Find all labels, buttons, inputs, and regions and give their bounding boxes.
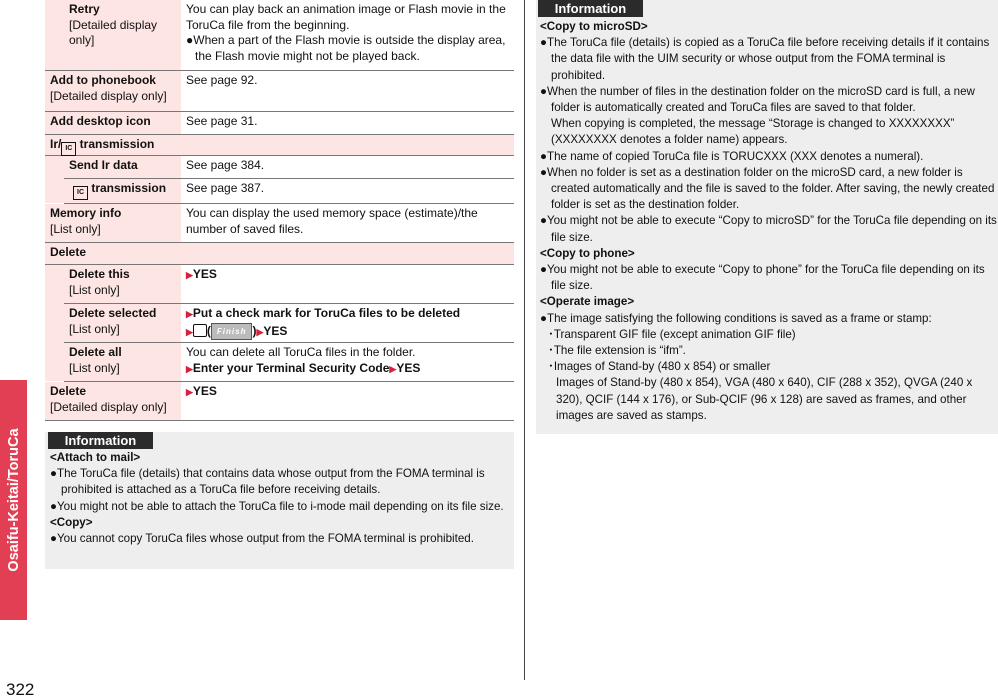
delete-this-sub: [List only] — [69, 282, 120, 297]
table-row-send-ir — [64, 156, 514, 179]
delete-this-label: Delete this — [69, 267, 130, 281]
ic-label: transmission — [88, 181, 167, 195]
phonebook-sub: [Detailed display only] — [50, 88, 167, 103]
retry-label: Retry — [69, 2, 100, 16]
table-row-desktop — [45, 112, 514, 135]
side-tab — [0, 380, 27, 620]
info-left-b1: The ToruCa file (details) that contains data whose output from the FOMA terminal is prohibited is attached as a ToruCa file before receiving details. — [57, 467, 485, 497]
delete-detail-desc: YES — [192, 384, 217, 398]
info-right-b7: The image satisfying the following conditions is saved as a frame or stamp: — [547, 311, 932, 325]
info-right-b5: You might not be able to execute “Copy to microSD” for the ToruCa file depending on its file size. — [547, 214, 997, 244]
info-tag-right: Information — [538, 0, 643, 17]
memory-sub: [List only] — [50, 221, 101, 236]
table-row-retry: Retry [Detailed display only] You can play back an animation image or Flash movie in the ToruCa file from the beginning. ●When a part of the Flash movie is outside the display area, the Flash movie might not be played back. — [45, 0, 514, 71]
table-row-delete-all: Delete all [List only] You can delete all ToruCa files in the folder. ▶Enter your Terminal Security Code▶YES — [64, 343, 514, 382]
info-left-h2: <Copy> — [50, 515, 93, 529]
info-right-s1: Transparent GIF file (except animation GIF file) — [553, 327, 796, 341]
table-row-ic — [64, 179, 514, 204]
retry-desc: You can play back an animation image or Flash movie in the ToruCa file from the beginning. — [186, 2, 506, 32]
delete-all-yes: YES — [396, 360, 421, 375]
info-right-s3: Images of Stand-by (480 x 854) or smaller — [553, 360, 771, 374]
delete-detail-sub: [Detailed display only] — [50, 399, 167, 414]
ir-label: Ir/ — [50, 137, 62, 151]
desktop-label: Add desktop icon — [50, 114, 151, 128]
delete-selected-desc: Put a check mark for ToruCa files to be deleted — [192, 306, 461, 320]
delete-all-code: Enter your Terminal Security Code — [192, 360, 390, 375]
delete-detail-label: Delete — [50, 384, 87, 398]
phonebook-label: Add to phonebook — [50, 73, 156, 87]
delete-this-desc: YES — [192, 267, 217, 281]
info-left-b2: You might not be able to attach the ToruCa file to i-mode mail depending on its file size. — [57, 499, 504, 513]
table-row-ir — [45, 135, 514, 156]
info-text-left: <Attach to mail> ●The ToruCa file (details) that contains data whose output from the FOMA terminal is prohibited is attached as a ToruCa file before receiving details. ●You might not be able to attach the ToruCa file to i-mode mail depending on its file size. <Copy> ●You cannot copy ToruCa files whose output from the FOMA terminal is prohibited. — [50, 450, 510, 547]
ic-icon: IC — [73, 186, 88, 200]
side-tab-label: Osaifu-Keitai/ToruCa — [5, 428, 22, 572]
info-right-b2: When the number of files in the destination folder on the microSD card is full, a new folder is automatically created and ToruCa files are saved to that folder. — [547, 84, 975, 115]
table-row-delete-selected: Delete selected [List only] ▶Put a check mark for ToruCa files to be deleted ▶ ( Finish )▶YES — [64, 304, 514, 343]
info-left-b3: You cannot copy ToruCa files whose output from the FOMA terminal is prohibited. — [57, 532, 474, 546]
info-right-s2: The file extension is “ifm”. — [553, 344, 686, 358]
info-text-right: <Copy to microSD> ●The ToruCa file (details) is copied as a ToruCa file before receiving details if it contains the data file with the UIM security or whose output from the FOMA terminal is prohibited. ●When the number of files in the destination folder on the microSD card is full, a new folder is automatically created and ToruCa files are saved to that folder. When copying is completed, the message “Storage is changed to XXXXXXXX” (XXXXXXXX denotes a folder name) appears. ●The name of copied ToruCa file is TORUCXXX (XXX denotes a numeral). ●When no folder is set as a destination folder on the microSD card, a new folder is created automatically and the file is saved to the folder. After saving, the newly created folder is set as the destination folder. ●You might not be able to execute “Copy to microSD” for the ToruCa file depending on its file size. <Copy to phone> ●You might not be able to execute “Copy to phone” for the ToruCa file depending on its file size. <Operate image> ●The image satisfying the following conditions is saved as a frame or stamp: ･Transparent GIF file (except animation GIF file) ･The file extension is “ifm”. ･Images of Stand-by (480 x 854) or smaller Images of Stand-by (480 x 854), VGA (480 x 640), CIF (288 x 352), QVGA (240 x 320), QCIF (144 x 176), or Sub-QCIF (96 x 128) are saved as frames, and other images are saved as stamps. — [540, 19, 998, 424]
table-row-delete — [45, 243, 514, 265]
retry-sub: [Detailed display only] — [69, 17, 158, 48]
desktop-desc: See page 31. — [186, 114, 258, 128]
table-row-phonebook — [45, 71, 514, 112]
send-ir-label: Send Ir data — [69, 158, 138, 172]
table-row-delete-this: Delete this [List only] ▶YES — [64, 265, 514, 304]
memory-desc: You can display the used memory space (estimate)/the number of saved files. — [186, 206, 478, 236]
table-row-memory — [45, 204, 514, 243]
info-right-b4: When no folder is set as a destination folder on the microSD card, a new folder is created automatically and the file is saved to the folder. After saving, the newly created folder is set as the destination folder. — [547, 165, 995, 212]
delete-label: Delete — [50, 245, 87, 259]
mail-key-icon — [193, 324, 207, 337]
ic-desc: See page 387. — [186, 181, 265, 195]
info-right-s3b: Images of Stand-by (480 x 854), VGA (480 x 640), CIF (288 x 352), QVGA (240 x 320), QCIF (144 x 176), or Sub-QCIF (96 x 128) are saved as frames, and other images are saved as stamps. — [556, 376, 973, 422]
ir-label-post: transmission — [76, 137, 155, 151]
delete-all-label: Delete all — [69, 345, 122, 359]
info-right-b6: You might not be able to execute “Copy to phone” for the ToruCa file depending on its file size. — [547, 263, 985, 293]
info-right-b2b: When copying is completed, the message “Storage is changed to XXXXXXXX” (XXXXXXXX denotes a folder name) appears. — [551, 117, 955, 147]
page-number: 322 — [6, 680, 35, 699]
ic-card-icon: IC — [61, 142, 76, 156]
delete-all-desc: You can delete all ToruCa files in the folder. — [186, 345, 416, 359]
info-left-h1: <Attach to mail> — [50, 451, 141, 464]
memory-label: Memory info — [50, 206, 122, 220]
delete-selected-label: Delete selected — [69, 306, 157, 320]
delete-selected-yes: YES — [263, 323, 288, 338]
retry-bullet: When a part of the Flash movie is outside the display area, the Flash movie might not be played back. — [193, 33, 506, 63]
info-tag-left: Information — [48, 432, 153, 449]
delete-selected-sub: [List only] — [69, 321, 120, 336]
send-ir-desc: See page 384. — [186, 158, 265, 172]
info-right-b1: The ToruCa file (details) is copied as a ToruCa file before receiving details if it contains the data file with the UIM security or whose output from the FOMA terminal is prohibited. — [547, 36, 990, 82]
info-right-h2: <Copy to phone> — [540, 246, 635, 260]
info-right-h1: <Copy to microSD> — [540, 20, 648, 33]
phonebook-desc: See page 92. — [186, 73, 258, 87]
info-right-b3: The name of copied ToruCa file is TORUCXXX (XXX denotes a numeral). — [547, 149, 924, 163]
table-row-delete-detail: Delete [Detailed display only] ▶YES — [45, 382, 514, 421]
info-right-h3: <Operate image> — [540, 295, 635, 309]
delete-all-sub: [List only] — [69, 360, 120, 375]
column-divider — [524, 0, 525, 680]
finish-softkey: Finish — [211, 323, 253, 341]
